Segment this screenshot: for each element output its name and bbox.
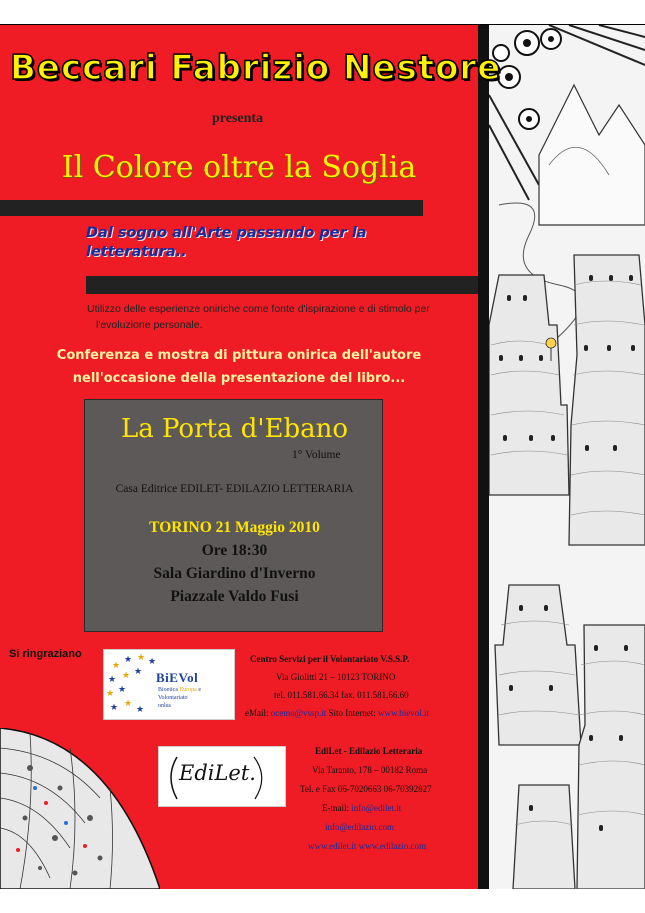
vssp-phone: tel. 011.581.66.34 fax. 011.581.66.60 bbox=[274, 690, 409, 700]
bievol-tag-part: onlus bbox=[158, 703, 172, 709]
vssp-address: Via Giolitti 21 – 10123 TORINO bbox=[276, 672, 396, 682]
description-line: Utilizzo delle esperienze oniriche come fonte d'ispirazione e di stimolo per bbox=[87, 303, 430, 315]
edilet-email-link[interactable]: info@edilet.it bbox=[351, 803, 402, 813]
bievol-tag-part: Europa bbox=[179, 687, 197, 693]
edilet-contact bbox=[300, 742, 478, 856]
svg-text:★: ★ bbox=[118, 685, 127, 695]
planet-illustration bbox=[0, 728, 160, 889]
edilet-logo bbox=[158, 746, 286, 807]
author-name: Beccari Fabrizio Nestore bbox=[10, 48, 502, 88]
bievol-tag-part: e bbox=[196, 687, 201, 693]
edilet-phone: Tel. e Fax 06-7020663 06-70392827 bbox=[300, 784, 432, 794]
bievol-logo-name: BiEVol bbox=[156, 670, 199, 685]
vssp-web-line bbox=[245, 704, 477, 722]
book-publisher: Casa Editrice EDILET- EDILAZIO LETTERARIA bbox=[115, 483, 354, 495]
vssp-email-label: eMail: bbox=[245, 708, 269, 718]
svg-text:★: ★ bbox=[112, 661, 121, 671]
event-venue: Sala Giardino d'Inverno bbox=[153, 565, 316, 582]
edilet-websites-link[interactable]: www.edilet.it www.edilazio.com bbox=[308, 841, 427, 851]
illustration-drawing bbox=[489, 25, 645, 889]
description-line: l'evoluzione personale. bbox=[96, 319, 203, 331]
vssp-email-link[interactable]: ocemo@vssp.it bbox=[270, 708, 327, 718]
bievol-logo-tagline bbox=[158, 686, 201, 710]
divider-bar bbox=[0, 200, 423, 216]
svg-text:★: ★ bbox=[137, 653, 146, 663]
svg-text:★: ★ bbox=[108, 675, 117, 685]
description bbox=[87, 301, 467, 333]
vssp-name: Centro Servizi per il Volontariato V.S.S.P. bbox=[250, 654, 410, 664]
conference-line: Conferenza e mostra di pittura onirica dell'autore bbox=[56, 348, 422, 363]
book-volume: 1° Volume bbox=[292, 449, 341, 461]
vssp-site-label: Sito Internet: bbox=[328, 708, 376, 718]
presents-label: presenta bbox=[212, 111, 264, 126]
edilet-name: EdiLet - Edilazio Letteraria bbox=[315, 746, 423, 756]
edilet-email-label: E-mail: bbox=[322, 803, 349, 813]
svg-text:★: ★ bbox=[134, 667, 143, 677]
book-title: La Porta d'Ebano bbox=[120, 414, 349, 444]
book-info-box bbox=[84, 399, 383, 632]
subtitle-line: letteratura.. bbox=[86, 244, 187, 260]
thanks-label: Si ringraziano bbox=[9, 648, 82, 660]
svg-text:★: ★ bbox=[122, 671, 131, 681]
vssp-contact bbox=[245, 650, 477, 722]
vssp-site-link[interactable]: www.bievol.it bbox=[378, 708, 429, 718]
svg-text:★: ★ bbox=[110, 703, 119, 713]
edilazio-email-link[interactable]: info@edilazio.com bbox=[325, 822, 395, 832]
event-time: Ore 18:30 bbox=[201, 542, 268, 559]
svg-text:★: ★ bbox=[148, 657, 157, 667]
subtitle-line: Dal sogno all'Arte passando per la bbox=[86, 225, 367, 241]
event-place: Piazzale Valdo Fusi bbox=[170, 588, 299, 605]
svg-text:★: ★ bbox=[106, 689, 115, 699]
poster-divider-strip bbox=[478, 25, 489, 889]
stars-circle-icon bbox=[104, 650, 160, 720]
svg-text:★: ★ bbox=[124, 699, 133, 709]
edilet-address: Via Taranto, 178 – 00182 Roma bbox=[312, 765, 428, 775]
edilet-logo-mark: EdiLet. bbox=[179, 761, 256, 785]
exhibition-subtitle bbox=[86, 224, 426, 262]
conference-text bbox=[0, 344, 478, 390]
event-city-date: TORINO 21 Maggio 2010 bbox=[149, 519, 320, 536]
divider-bar bbox=[86, 276, 478, 294]
svg-text:★: ★ bbox=[124, 655, 133, 665]
conference-line: nell'occasione della presentazione del libro... bbox=[72, 371, 406, 386]
exhibition-title: Il Colore oltre la Soglia bbox=[61, 150, 417, 185]
bievol-logo bbox=[103, 649, 235, 720]
bievol-tag-part: Bioetica bbox=[158, 687, 180, 693]
edilet-email-line bbox=[300, 799, 478, 818]
surreal-illustration bbox=[489, 25, 645, 889]
bievol-tag-part: Volontariato bbox=[158, 695, 188, 701]
svg-text:★: ★ bbox=[136, 705, 145, 715]
